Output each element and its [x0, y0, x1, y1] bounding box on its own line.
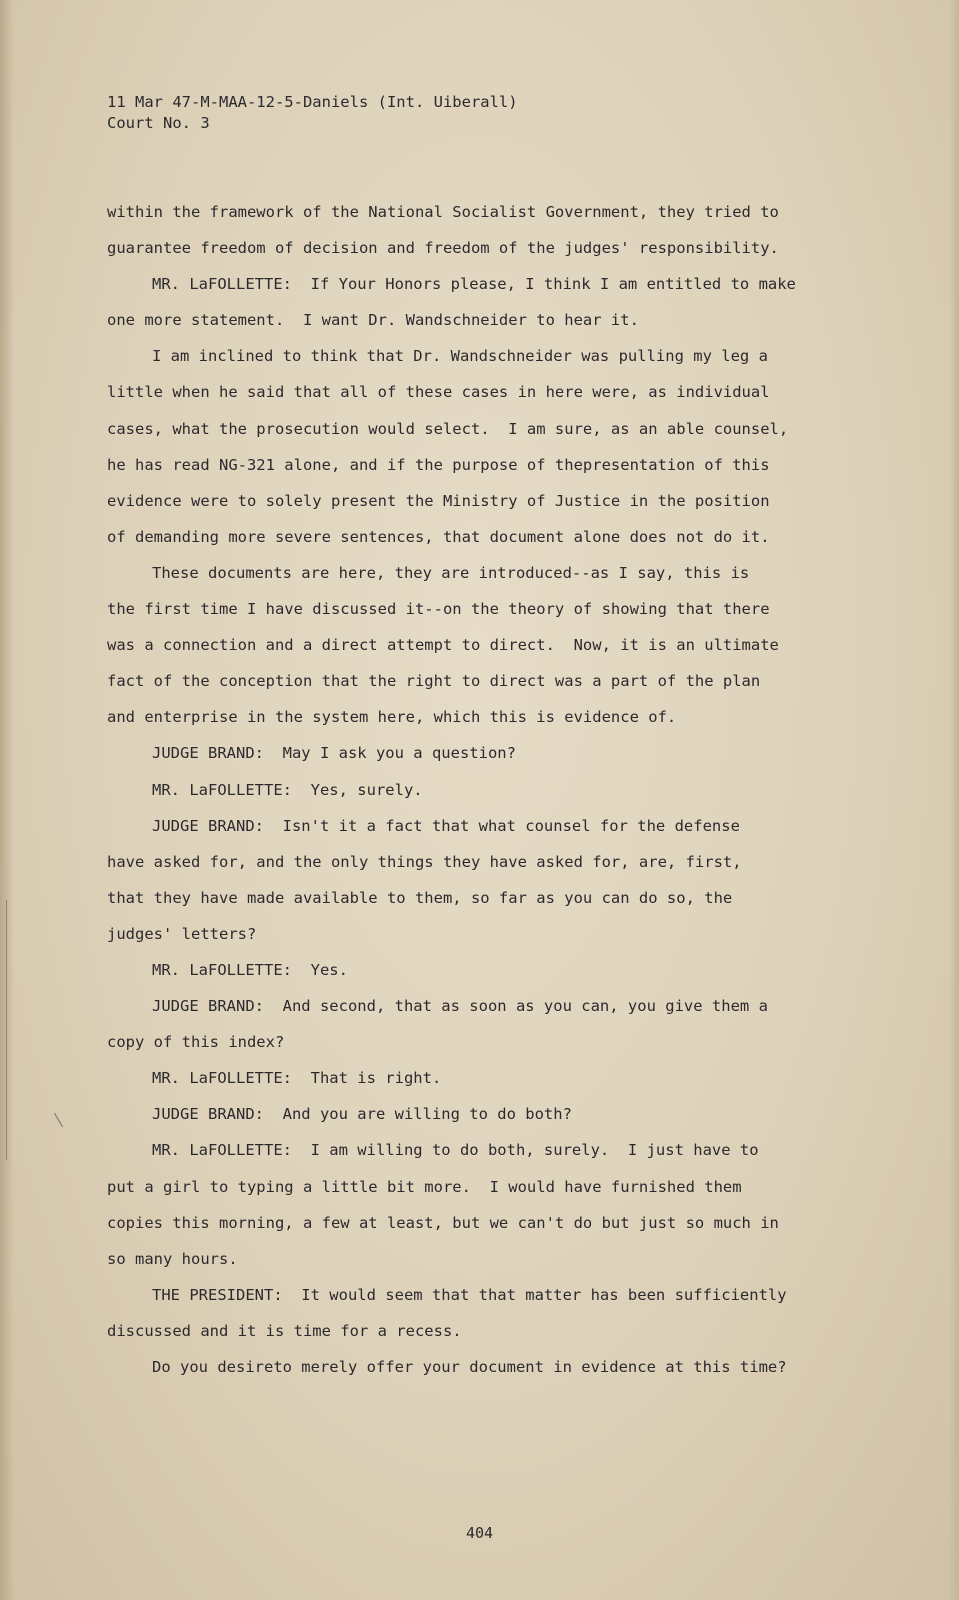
transcript-line: MR. LaFOLLETTE: That is right.	[152, 1069, 442, 1088]
transcript-line: guarantee freedom of decision and freedom of the judges' responsibility.	[107, 239, 779, 258]
transcript-line: Do you desireto merely offer your document in evidence at this time?	[152, 1358, 787, 1376]
transcript-line: the first time I have discussed it--on the theory of showing that there	[107, 600, 770, 619]
transcript-line: put a girl to typing a little bit more. I would have furnished them	[107, 1177, 742, 1196]
transcript-line: judges' letters?	[107, 924, 257, 943]
transcript-line: MR. LaFOLLETTE: Yes, surely.	[152, 780, 423, 799]
transcript-line: discussed and it is time for a recess.	[107, 1321, 462, 1340]
transcript-line: was a connection and a direct attempt to direct. Now, it is an ultimate	[107, 636, 779, 655]
transcript-line: one more statement. I want Dr. Wandschneider to hear it.	[107, 311, 639, 330]
transcript-line: JUDGE BRAND: And you are willing to do both?	[152, 1105, 572, 1124]
transcript-body	[107, 194, 887, 1385]
transcript-line: of demanding more severe sentences, that document alone does not do it.	[107, 527, 770, 546]
transcript-line: and enterprise in the system here, which this is evidence of.	[107, 708, 677, 727]
transcript-line: he has read NG-321 alone, and if the purpose of thepresentation of this	[107, 455, 770, 474]
transcript-line: evidence were to solely present the Ministry of Justice in the position	[107, 491, 770, 510]
transcript-line: within the framework of the National Socialist Government, they tried to	[107, 203, 779, 221]
transcript-line: I am inclined to think that Dr. Wandschneider was pulling my leg a	[152, 347, 768, 366]
document-header	[107, 92, 518, 134]
paper-left-edge	[0, 0, 14, 1600]
transcript-line: that they have made available to them, so far as you can do so, the	[107, 888, 733, 907]
transcript-line: THE PRESIDENT: It would seem that that matter has been sufficiently	[152, 1285, 787, 1304]
transcript-line: so many hours.	[107, 1249, 238, 1268]
transcript-line: JUDGE BRAND: May I ask you a question?	[152, 744, 516, 763]
transcript-line: fact of the conception that the right to direct was a part of the plan	[107, 672, 761, 691]
transcript-line: MR. LaFOLLETTE: I am willing to do both, surely. I just have to	[152, 1141, 759, 1160]
transcript-line: little when he said that all of these cases in here were, as individual	[107, 383, 770, 402]
transcript-line: These documents are here, they are introduced--as I say, this is	[152, 563, 750, 582]
transcript-line: have asked for, and the only things they have asked for, are, first,	[107, 852, 742, 871]
paper-right-edge	[949, 0, 959, 1600]
header-case-reference: 11 Mar 47-M-MAA-12-5-Daniels (Int. Uiberall)	[107, 93, 518, 111]
transcript-line: MR. LaFOLLETTE: Yes.	[152, 960, 348, 979]
margin-tick-mark	[54, 1113, 63, 1127]
transcript-line: JUDGE BRAND: And second, that as soon as you can, you give them a	[152, 997, 768, 1016]
header-court-number: Court No. 3	[107, 114, 210, 132]
transcript-line: MR. LaFOLLETTE: If Your Honors please, I think I am entitled to make	[152, 275, 796, 294]
margin-pencil-mark	[6, 900, 7, 1160]
transcript-line: cases, what the prosecution would select. I am sure, as an able counsel,	[107, 419, 789, 438]
transcript-line: JUDGE BRAND: Isn't it a fact that what counsel for the defense	[152, 816, 740, 835]
page-number: 404	[465, 1524, 494, 1542]
transcript-line: copies this morning, a few at least, but we can't do but just so much in	[107, 1213, 779, 1232]
transcript-line: copy of this index?	[107, 1033, 285, 1052]
